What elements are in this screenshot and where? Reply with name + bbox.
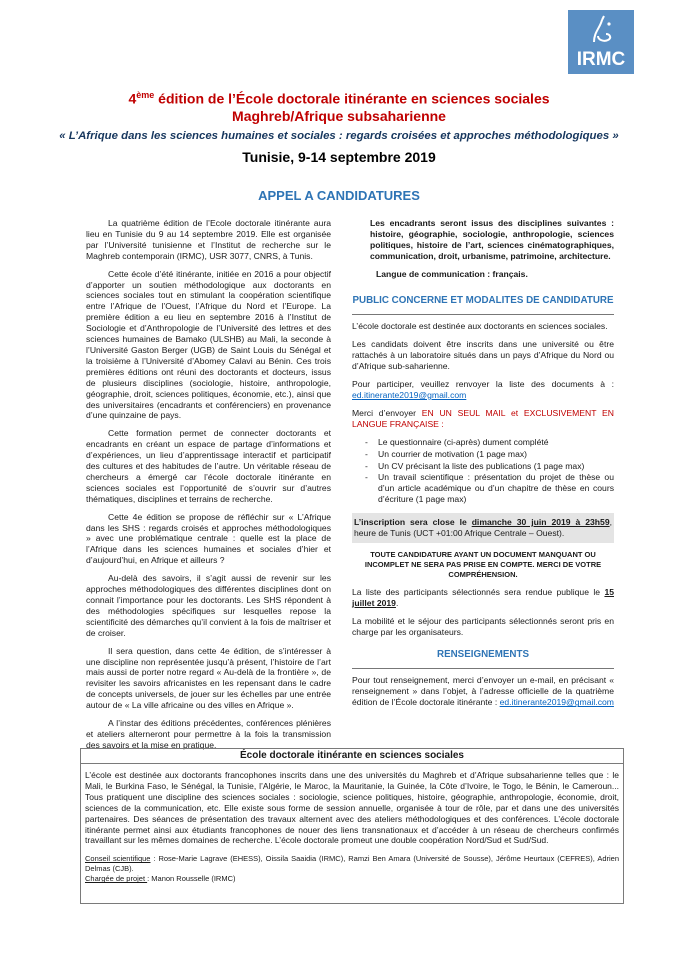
- box-description: L’école est destinée aux doctorants francophones inscrits dans une des universités du Maghreb et d’Afrique subsaharienne telles que : le Mali, le Burkina Faso, le Sénégal, la Tunisie, l’Algérie, le Maroc, la Mauritanie, la Guinée, la Côte d’Ivoire, le Togo, le Bénin, le Cameroun... Tous pratiquent une discipline des sciences sociales : sociologie, science politiques, histoire, géographie, anthropologie, économie, droit, sciences de la communication, etc. Elle existe sous forme de session annuelle, organisée à tour de rôle, par et dans une des universités partenaires. Des séances de présentation des travaux alternent avec des ateliers méthodologiques et des conférences. L’école doctorale itinérante permet ainsi aux étudiants francophones de nouer des liens transnationaux et d’accéder à un réseau de chercheurs confirmés travaillant sur les mêmes domaines de recherche. L’école doctorale promeut une double coopération Nord/Sud et Sud/Sud.: [85, 770, 619, 846]
- mobility-text: La mobilité et le séjour des participants sélectionnés seront pris en charge par les organisateurs.: [352, 615, 614, 637]
- right-column: [352, 218, 614, 715]
- box-body: [81, 764, 623, 884]
- paragraph-intro: La quatrième édition de l’Ecole doctorale itinérante aura lieu en Tunisie du 9 au 14 septembre 2019. Elle est organisée par l’Université tunisienne et l’Institut de recherche sur le Maghreb contemporain (IRMC), USR 3077, CNRS, à Tunis.: [86, 218, 331, 261]
- school-info-box: [80, 748, 624, 904]
- language-text: Langue de communication : français.: [376, 268, 528, 279]
- section-divider: [352, 314, 614, 315]
- info-text: Pour tout renseignement, merci d’envoyer un e-mail, en précisant « renseignement » dans l’objet, à l’adresse officielle de la quatrième édition de l’École doctorale itinérante : ed.itinerante2019@gmail.com: [352, 675, 614, 708]
- publication-text: La liste des participants sélectionnés sera rendue publique le 15 juillet 2019.: [352, 586, 614, 608]
- info-email-link[interactable]: ed.itinerante2019@gmail.com: [499, 697, 614, 708]
- public-section-title: PUBLIC CONCERNE ET MODALITES DE CANDIDATURE: [352, 294, 614, 306]
- requirements-list: [352, 437, 614, 505]
- paragraph-theme: Cette 4e édition se propose de réfléchir sur « L’Afrique dans les SHS : regards croisés et approches méthodologiques » avec une problématique centrale : quelle est la place de l’Afrique dans les sciences humaines et sociales d’hier et d’aujourd’hui, en Afrique et ailleurs ?: [86, 511, 331, 566]
- call-heading: APPEL A CANDIDATURES: [258, 188, 420, 203]
- project-manager: Chargée de projet : Manon Rousselle (IRMC): [85, 874, 236, 884]
- list-item: - Un travail scientifique : présentation du projet de thèse ou d’un article académique ou d’un chapitre de thèse en cours d’écriture (1 page max): [378, 472, 614, 505]
- paragraph-history: Cette école d’été itinérante, initiée en 2016 a pour objectif d’apporter un soutien méthodologique aux doctorants en sciences sociales tout en stimulant la coopération scientifique entre l’Afrique de l’Ouest, l’Afrique du Nord et l’Europe. La première édition a eu lieu en septembre 2016 à l’Institut de Sociologie et d’Anthropologie de l’Université des lettres et des sciences humaines de Bamako (ULSHB) au Mali, la seconde à l’Université Gaston Berger (UGB) de Saint Louis du Sénégal et la troisième à l’Université d’Abomey Calavi au Bénin. Ces trois premières éditions ont réuni des doctorants et docteurs, issus de plusieurs disciplines (sociologie, histoire, anthropologie, géographie, droit, sciences politiques, économie, etc.), ainsi que des universitaires (encadrants et conférenciers) en provenance d’une quinzaine de pays.: [86, 268, 331, 421]
- send-emphasis: EN UN SEUL MAIL et EXCLUSIVEMENT EN LANGUE FRANÇAISE :: [352, 407, 614, 429]
- irmc-logo: [568, 10, 634, 74]
- send-instructions: Merci d’envoyer EN UN SEUL MAIL et EXCLUSIVEMENT EN LANGUE FRANÇAISE :: [352, 407, 614, 429]
- deadline-text: L’inscription sera close le dimanche 30 juin 2019 à 23h59, heure de Tunis (UCT +01:00 Afrique Centrale – Ouest).: [352, 513, 614, 543]
- page-subtitle: « L’Afrique dans les sciences humaines et sociales : regards croisées et approches méthodologiques »: [59, 130, 619, 142]
- paragraph-format: A l’instar des éditions précédentes, conférences plénières et ateliers alterneront pour permettre à la fois la transmission des savoirs et la mise en pratique.: [86, 718, 331, 750]
- deadline-date: dimanche 30 juin 2019 à 23h59: [471, 517, 610, 528]
- paragraph-methods: Au-delà des savoirs, il s’agit aussi de revenir sur les approches méthodologiques des différentes disciplines dont on connait l’importance pour les doctorants. Les SHS répondent à des méthodologies spécifiques sur lesquelles repose la scientificité des démarches qu’il convient à la fois de maîtriser et de croiser.: [86, 573, 331, 638]
- incomplete-notice: TOUTE CANDIDATURE AYANT UN DOCUMENT MANQUANT OU INCOMPLET NE SERA PAS PRISE EN COMPTE. MERCI DE VOTRE COMPRÉHENSION.: [364, 549, 602, 579]
- eligibility-text: Les candidats doivent être inscrits dans une université ou être rattachés à un laboratoire situés dans un pays d’Afrique du Nord ou d’Afrique sub-saharienne.: [352, 339, 614, 372]
- paragraph-network: Cette formation permet de connecter doctorants et encadrants en créant un espace de partage d’informations et d’expériences, un lieu d’apprentissage interactif et participatif des cultures et des habitudes de l’autre. Un véritable réseau de chercheurs a émergé car l’école doctorale itinérante en sciences sociales est l’opportunité de s’ouvrir sur d’autres thématiques, disciplines et terrains de recherche.: [86, 428, 331, 504]
- scientific-council: Conseil scientifique : Rose-Marie Lagrave (EHESS), Oissila Saaidia (IRMC), Ramzi Ben Amara (Université de Sousse), Jérôme Heurtaux (CEFRES), Adrien Delmas (CJB).: [85, 854, 619, 874]
- logo-text: IRMC: [576, 49, 626, 70]
- submission-text: Pour participer, veuillez renvoyer la liste des documents à : ed.itinerante2019@gmail.com: [352, 379, 614, 400]
- list-item: - Un courrier de motivation (1 page max): [378, 449, 614, 460]
- audience-text: L’école doctorale est destinée aux doctorants en sciences sociales.: [352, 321, 608, 332]
- contact-email-link[interactable]: ed.itinerante2019@gmail.com: [352, 389, 467, 400]
- section-divider: [352, 668, 614, 669]
- publication-date: 15 juillet 2019: [352, 586, 614, 608]
- edition-superscript: ème: [136, 90, 155, 100]
- page-title-line2: Maghreb/Afrique subsaharienne: [232, 108, 446, 124]
- place-date: Tunisie, 9-14 septembre 2019: [242, 149, 436, 165]
- paragraph-art-history: Il sera question, dans cette 4e édition, de s’intéresser à une discipline non représentée jusqu’à présent, l’histoire de l’art mais aussi de porter notre regard « Au-delà de la frontière », de revisiter les savoirs africanistes en les repensant dans le cadre de concepts universels, de jouer sur les échelles par une entrée autour de « La ville africaine ou des villes en Afrique ».: [86, 645, 331, 711]
- left-column: [86, 218, 331, 758]
- box-title: École doctorale itinérante en sciences sociales: [81, 749, 623, 764]
- info-section-title: RENSEIGNEMENTS: [437, 648, 529, 660]
- page-title: 4ème édition de l’École doctorale itinérante en sciences sociales: [128, 90, 550, 107]
- list-item: - Le questionnaire (ci-après) dument complété: [378, 437, 614, 448]
- list-item: - Un CV précisant la liste des publications (1 page max): [378, 461, 614, 472]
- arabic-calligraphy-icon: [586, 14, 616, 46]
- disciplines-text: Les encadrants seront issus des disciplines suivantes : histoire, géographie, sociologie, anthropologie, sciences politiques, histoire de l’art, sciences cinématographiques, communication, droit, urbanisme, patrimoine, architecture.: [370, 218, 614, 261]
